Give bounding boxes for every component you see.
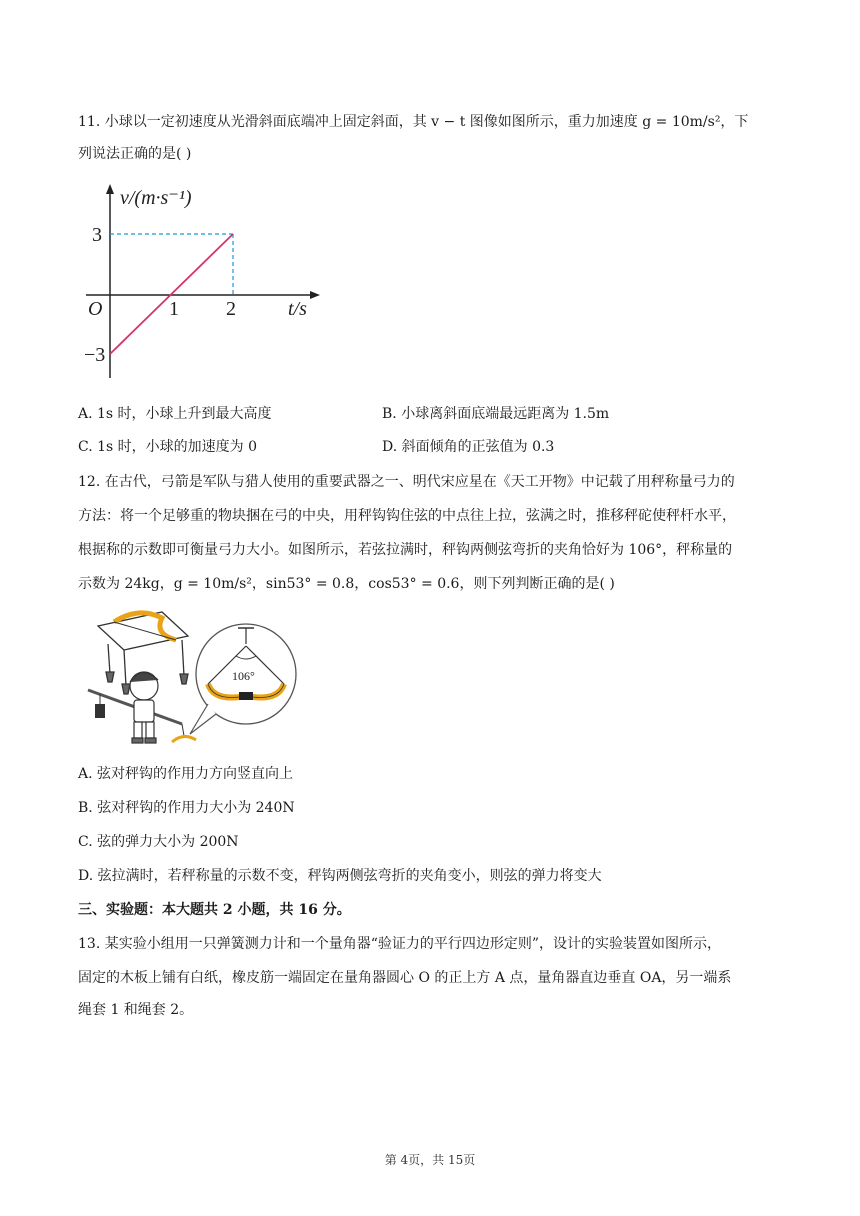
- q11-option-a: A. 1s 时，小球上升到最大高度: [78, 406, 272, 422]
- angle-label: 106°: [232, 669, 255, 683]
- x-tick-2: 2: [226, 298, 236, 320]
- q12-stem-line2: 方法：将一个足够重的物块捆在弓的中央，用秤钩钩住弦的中点往上拉，弦满之时，推移秤砣使秤杆水平，: [78, 508, 736, 524]
- q11-option-c: C. 1s 时，小球的加速度为 0: [78, 439, 258, 455]
- q11-stem-line2: 列说法正确的是( ): [78, 146, 192, 162]
- q12-stem-line4: 示数为 24kg，g = 10m/s²，sin53° = 0.8，cos53° = 0.6，则下列判断正确的是( ): [78, 576, 615, 592]
- hook-line: [182, 724, 184, 736]
- q11-vt-graph: [78, 178, 328, 388]
- y-axis-label: v/(m·s⁻¹): [120, 187, 192, 209]
- x-tick-1: 1: [169, 298, 179, 320]
- vt-line: [110, 234, 233, 354]
- section3-heading: 三、实验题：本大题共 2 小题，共 16 分。: [78, 902, 351, 918]
- q13-stem-line2: 固定的木板上铺有白纸，橡皮筋一端固定在量角器圆心 O 的正上方 A 点，量角器直边垂直 OA，另一端系: [78, 970, 732, 986]
- child-figure: [130, 672, 158, 743]
- x-axis-arrow: [310, 291, 320, 299]
- page-footer: 第 4页，共 15页: [384, 1153, 476, 1167]
- q12-bow-illustration: [84, 604, 300, 754]
- q12-stem-line3: 根据称的示数即可衡量弓力大小。如图所示，若弦拉满时，秤钩两侧弦弯折的夹角恰好为 106°，秤称量的: [78, 542, 733, 558]
- q11-option-d: D. 斜面倾角的正弦值为 0.3: [382, 439, 555, 455]
- q13-stem-line1: 13. 某实验小组用一只弹簧测力计和一个量角器“验证力的平行四边形定则”，设计的实验装置如图所示，: [78, 936, 722, 952]
- q11-stem-line1: 11. 小球以一定初速度从光滑斜面底端冲上固定斜面，其 v − t 图像如图所示，重力加速度 g = 10m/s²，下: [78, 114, 749, 130]
- bow-grip: [239, 692, 253, 700]
- q13-stem-line3: 绳套 1 和绳套 2。: [78, 1002, 194, 1018]
- x-axis-label: t/s: [288, 298, 307, 320]
- q12-option-b: B. 弦对秤钩的作用力大小为 240N: [78, 800, 295, 816]
- weight: [95, 704, 105, 718]
- origin-label: O: [88, 298, 103, 320]
- y-axis-arrow: [106, 184, 114, 194]
- q12-stem-line1: 12. 在古代，弓箭是军队与猎人使用的重要武器之一、明代宋应星在《天工开物》中记载了用秤称量弓力的: [78, 474, 735, 490]
- q12-option-a: A. 弦对秤钩的作用力方向竖直向上: [78, 766, 294, 782]
- q11-option-b: B. 小球离斜面底端最远距离为 1.5m: [382, 406, 610, 422]
- q12-option-c: C. 弦的弹力大小为 200N: [78, 834, 239, 850]
- small-bow: [172, 736, 196, 742]
- y-tick-3: 3: [92, 224, 102, 246]
- y-tick-neg3: −3: [84, 344, 106, 366]
- q12-option-d: D. 弦拉满时，若秤称量的示数不变，秤钩两侧弦弯折的夹角变小，则弦的弹力将变大: [78, 868, 602, 884]
